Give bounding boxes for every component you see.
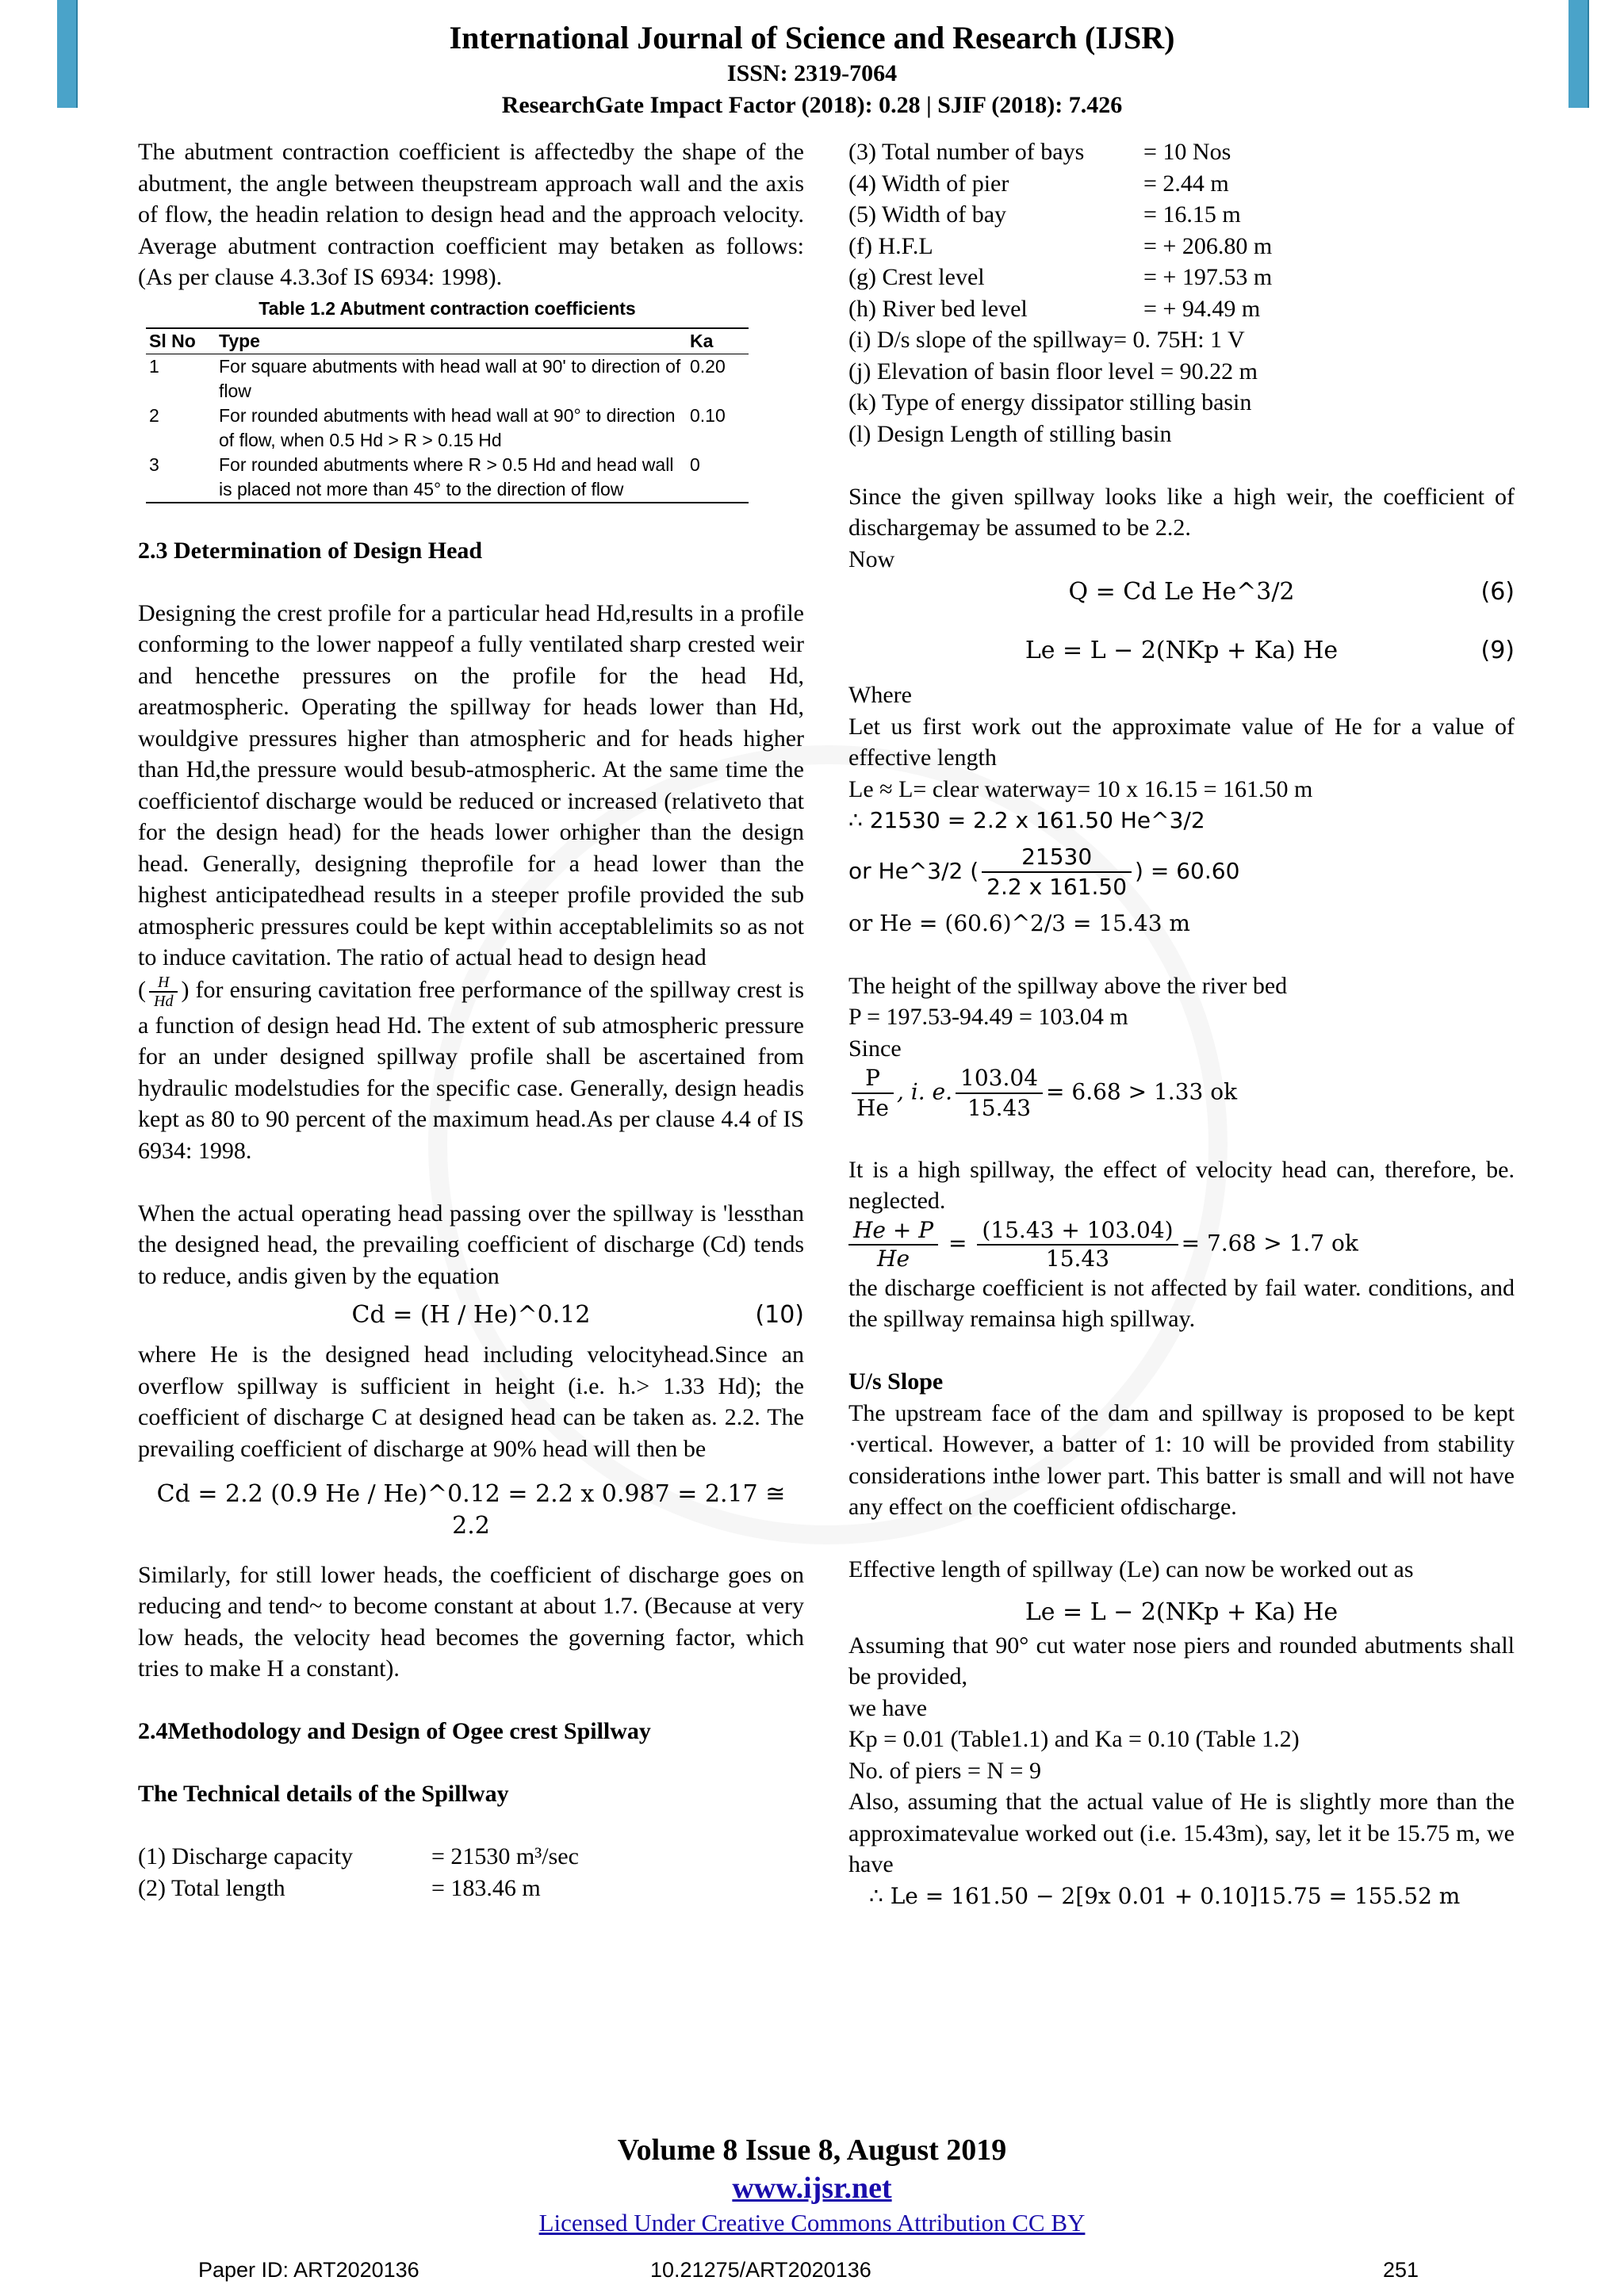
kp-line: Kp = 0.01 (Table1.1) and Ka = 0.10 (Table 1.2) xyxy=(848,1726,1300,1752)
ratio-denominator: 15.43 xyxy=(967,1095,1032,1121)
subheading: The Technical details of the Spillway xyxy=(138,1781,509,1807)
ratio-text: , i. e. xyxy=(897,1078,953,1105)
ratio-numerator: (15.43 + 103.04) xyxy=(977,1217,1178,1246)
le-line: Le ≈ L= clear waterway= 10 x 16.15 = 161.50 m xyxy=(848,775,1313,802)
detail-row xyxy=(848,262,1515,293)
paragraph: Since the given spillway looks like a high weir, the coefficient of dischargemay be assumed to be 2.2. xyxy=(848,483,1515,541)
ratio-text: = 7.68 > 1.7 ok xyxy=(1181,1230,1358,1256)
since-label: Since xyxy=(848,1035,902,1062)
detail-row xyxy=(848,199,1515,231)
now-label: Now xyxy=(848,545,895,572)
where-label: Where xyxy=(848,682,912,708)
detail-value: = 16.15 m xyxy=(1143,201,1241,228)
calc-text: or He^3/2 ( xyxy=(848,857,979,884)
volume-issue: Volume 8 Issue 8, August 2019 xyxy=(617,2133,1007,2167)
paragraph: Similarly, for still lower heads, the coefficient of discharge goes on reducing and tend~ to become constant at about 1.7. (Because at very low heads, the velocity head becomes the governing factor, which tries to make H a constant). xyxy=(138,1561,804,1682)
table-header: Ka xyxy=(687,328,749,354)
ratio-denominator: He xyxy=(877,1245,910,1272)
right-column xyxy=(848,136,1515,1911)
table-row xyxy=(146,453,749,503)
paragraph: Effective length of spillway (Le) can now be worked out as xyxy=(848,1556,1414,1582)
paragraph: ( $\frac{H}{Hd}$ ) for ensuring cavitation free performance of the spillway crest is a function of design head Hd. The extent of sub atmospheric pressure for an under designed spillway profile shall be ascertained from hydraulic modelstudies for the specific case. Generally, design headis kept as 80 to 90 percent of the maximum head.As per clause 4.4 of IS 6934: 1998. xyxy=(138,973,804,1164)
detail-label: (h) River bed level xyxy=(848,295,1028,322)
issn: ISSN: 2319-7064 xyxy=(726,60,898,86)
ratio-denominator: Hd xyxy=(154,992,174,1010)
detail-label: (g) Crest level xyxy=(848,264,985,290)
calc-text: ) = 60.60 xyxy=(1135,857,1240,884)
calc-numerator: 21530 xyxy=(982,843,1132,873)
detail-value: = 2.44 m xyxy=(1143,170,1229,197)
detail-value: = 10 Nos xyxy=(1143,139,1231,165)
equation: Le = L − 2(NKp + Ka) He xyxy=(1025,637,1339,664)
license-link[interactable]: Licensed Under Creative Commons Attribution CC BY xyxy=(538,2209,1086,2237)
subheading: U/s Slope xyxy=(848,1368,944,1395)
detail-label: (4) Width of pier xyxy=(848,170,1009,197)
table-cell: 1 xyxy=(149,356,159,377)
table-cell: 0.10 xyxy=(690,405,726,426)
equation-number: (10) xyxy=(755,1301,804,1329)
final-equation: ∴ Le = 161.50 − 2[9x 0.01 + 0.10]15.75 = 155.52 m xyxy=(869,1882,1461,1909)
section-heading: 2.4Methodology and Design of Ogee crest Spillway xyxy=(138,1718,651,1744)
paragraph-text: for ensuring cavitation free performance of the spillway crest is a function of design head Hd. The extent of sub atmospheric pressure for an under designed spillway profile shall be ascertained from hydraulic modelstudies for the specific case. Generally, design headis kept as 80 to 90 percent of the maximum head.As per clause 4.4 of IS 6934: 1998. xyxy=(138,976,804,1164)
equation-le xyxy=(848,1586,1515,1630)
detail-line: (l) Design Length of stilling basin xyxy=(848,420,1172,447)
table-row xyxy=(146,354,749,404)
ratio-denominator: 15.43 xyxy=(1045,1245,1110,1272)
ratio-line: $\frac{He + P}{He}$ = $\frac{(15.43 + 103.04)}{15.43}$ = 7.68 > 1.7 ok xyxy=(848,1217,1515,1272)
equation-cd xyxy=(138,1464,804,1540)
paragraph: where He is the designed head including velocityhead.Since an overflow spillway is sufficient in height (i.e. h.> 1.33 Hd); the coefficient of discharge C at designed head can be taken as. 2.2. The prevailing coefficient of discharge at 90% head will then be xyxy=(138,1341,804,1462)
detail-row xyxy=(138,1873,804,1904)
table-header: Type xyxy=(216,328,687,354)
paragraph: Designing the crest profile for a particular head Hd,results in a profile conforming to the lower nappeof a fully ventilated sharp crested weir and hencethe pressures on the profile for the head Hd, areatmospheric. Operating the spillway for heads lower than Hd, wouldgive pressures higher than atmospheric and for heads higher than Hd,the pressure would besub-atmospheric. At the same time the coefficientof discharge would be reduced or increased (relativeto that for the design head) for the heads lower orhigher than the design head. Generally, designing theprofile for a head lower than the highest anticipatedhead results in a steeper profile provided the sub atmospheric pressures could be kept within acceptablelimits so as not to induce cavitation. The ratio of actual head to design head xyxy=(138,599,804,970)
detail-line: (i) D/s slope of the spillway= 0. 75H: 1 V xyxy=(848,327,1245,353)
footer-site-row xyxy=(0,2171,1624,2206)
paragraph: The upstream face of the dam and spillway is proposed to be kept ·vertical. However, a batter of 1: 10 will be provided from stability considerations inthe lower part. This batter is small and will not have any effect on the coefficient ofdischarge. xyxy=(848,1399,1515,1520)
table-cell: 2 xyxy=(149,405,159,426)
table-caption: Table 1.2 Abutment contraction coefficients xyxy=(259,297,636,319)
equation: Cd = 2.2 (0.9 He / He)^0.12 = 2.2 x 0.987 = 2.17 ≅ 2.2 xyxy=(156,1480,786,1540)
equation-number: (6) xyxy=(1480,578,1515,606)
detail-row xyxy=(138,1841,804,1873)
calc-line: or He = (60.6)^2/3 = 15.43 m xyxy=(848,909,1190,936)
ratio-denominator: He xyxy=(856,1095,889,1121)
detail-row xyxy=(848,293,1515,325)
detail-label: (3) Total number of bays xyxy=(848,139,1085,165)
calc-line: ∴ 21530 = 2.2 x 161.50 He^3/2 xyxy=(848,807,1205,833)
paragraph: Assuming that 90° cut water nose piers and rounded abutments shall be provided, xyxy=(848,1632,1515,1689)
left-column xyxy=(138,136,804,1904)
table-row xyxy=(146,404,749,453)
detail-value: = 21530 m³/sec xyxy=(431,1843,579,1869)
detail-label: (f) H.F.L xyxy=(848,232,933,259)
detail-row xyxy=(848,231,1515,262)
paragraph: Also, assuming that the actual value of He is slightly more than the approximatevalue worked out (i.e. 15.43m), say, let it be 15.75 m, we have xyxy=(848,1789,1515,1877)
doi: 10.21275/ART2020136 xyxy=(650,2258,871,2282)
detail-label: (5) Width of bay xyxy=(848,201,1007,228)
table-cell: For square abutments with head wall at 90' to direction of flow xyxy=(219,356,681,401)
calc-denominator: 2.2 x 161.50 xyxy=(986,873,1128,900)
equation-9 xyxy=(848,630,1515,679)
ratio-line xyxy=(848,1064,1515,1123)
detail-value: = + 197.53 m xyxy=(1143,264,1273,290)
calc-line: P = 197.53-94.49 = 103.04 m xyxy=(848,1004,1128,1030)
equation: Q = Cd Le He^3/2 xyxy=(1068,578,1295,606)
detail-label: (2) Total length xyxy=(138,1874,285,1901)
detail-label: (1) Discharge capacity xyxy=(138,1843,353,1869)
journal-site-link[interactable]: www.ijsr.net xyxy=(732,2172,892,2205)
paragraph: The height of the spillway above the river bed xyxy=(848,972,1288,999)
calc-line xyxy=(848,843,1515,901)
detail-value: = 183.46 m xyxy=(431,1874,541,1901)
equation-6 xyxy=(848,575,1515,630)
detail-value: = + 206.80 m xyxy=(1143,232,1273,259)
detail-row xyxy=(848,168,1515,200)
detail-line: (k) Type of energy dissipator stilling basin xyxy=(848,389,1252,415)
we-have-label: we have xyxy=(848,1694,928,1721)
equation-10 xyxy=(138,1292,804,1339)
detail-line: (j) Elevation of basin floor level = 90.22 m xyxy=(848,358,1258,385)
table-cell: 0.20 xyxy=(690,356,726,377)
table-cell: For rounded abutments where R > 0.5 Hd and head wall is placed not more than 45° to the direction of flow xyxy=(216,453,687,503)
equation: Cd = (H / He)^0.12 xyxy=(351,1301,591,1329)
detail-row xyxy=(848,136,1515,168)
paragraph: The abutment contraction coefficient is affectedby the shape of the abutment, the angle between theupstream approach wall and the axis of flow, the headin relation to design head and the approach velocity. Average abutment contraction coefficient may betaken as follows: (As per clause 4.3.3of IS 6934: 1998). xyxy=(138,139,804,290)
table-cell: 0 xyxy=(687,453,749,503)
abutment-table xyxy=(146,327,749,503)
ratio-numerator: H xyxy=(149,974,178,993)
page-number: 251 xyxy=(1383,2258,1419,2282)
paragraph: When the actual operating head passing over the spillway is 'lessthan the designed head, the prevailing coefficient of discharge (Cd) tends to reduce, andis given by the equation xyxy=(138,1200,804,1289)
paragraph: the discharge coefficient is not affected by fail water. conditions, and the spillway remainsa high spillway. xyxy=(848,1274,1515,1332)
footer-license-row xyxy=(0,2209,1624,2237)
ratio-text: = 6.68 > 1.33 ok xyxy=(1046,1078,1238,1105)
piers-line: No. of piers = N = 9 xyxy=(848,1757,1041,1784)
journal-title: International Journal of Science and Research (IJSR) xyxy=(449,20,1175,55)
ratio-numerator: P xyxy=(852,1064,894,1094)
ratio-numerator: He + P xyxy=(848,1217,938,1246)
equation-number: (9) xyxy=(1480,637,1515,664)
ratio-numerator: 103.04 xyxy=(956,1064,1043,1094)
impact-factor: ResearchGate Impact Factor (2018): 0.28 | SJIF (2018): 7.426 xyxy=(501,92,1123,118)
paragraph: It is a high spillway, the effect of velocity head can, therefore, be. neglected. xyxy=(848,1156,1515,1214)
equation: Le = L − 2(NKp + Ka) He xyxy=(1025,1598,1339,1626)
table-header: Sl No xyxy=(146,328,216,354)
detail-value: = + 94.49 m xyxy=(1143,295,1261,322)
paragraph: Let us first work out the approximate value of He for a value of effective length xyxy=(848,713,1515,771)
section-heading: 2.3 Determination of Design Head xyxy=(138,537,483,564)
paper-id: Paper ID: ART2020136 xyxy=(198,2258,419,2282)
table-cell: For rounded abutments with head wall at 90° to direction of flow, when 0.5 Hd > R > 0.15 Hd xyxy=(219,405,676,450)
table-cell: 3 xyxy=(146,453,216,503)
